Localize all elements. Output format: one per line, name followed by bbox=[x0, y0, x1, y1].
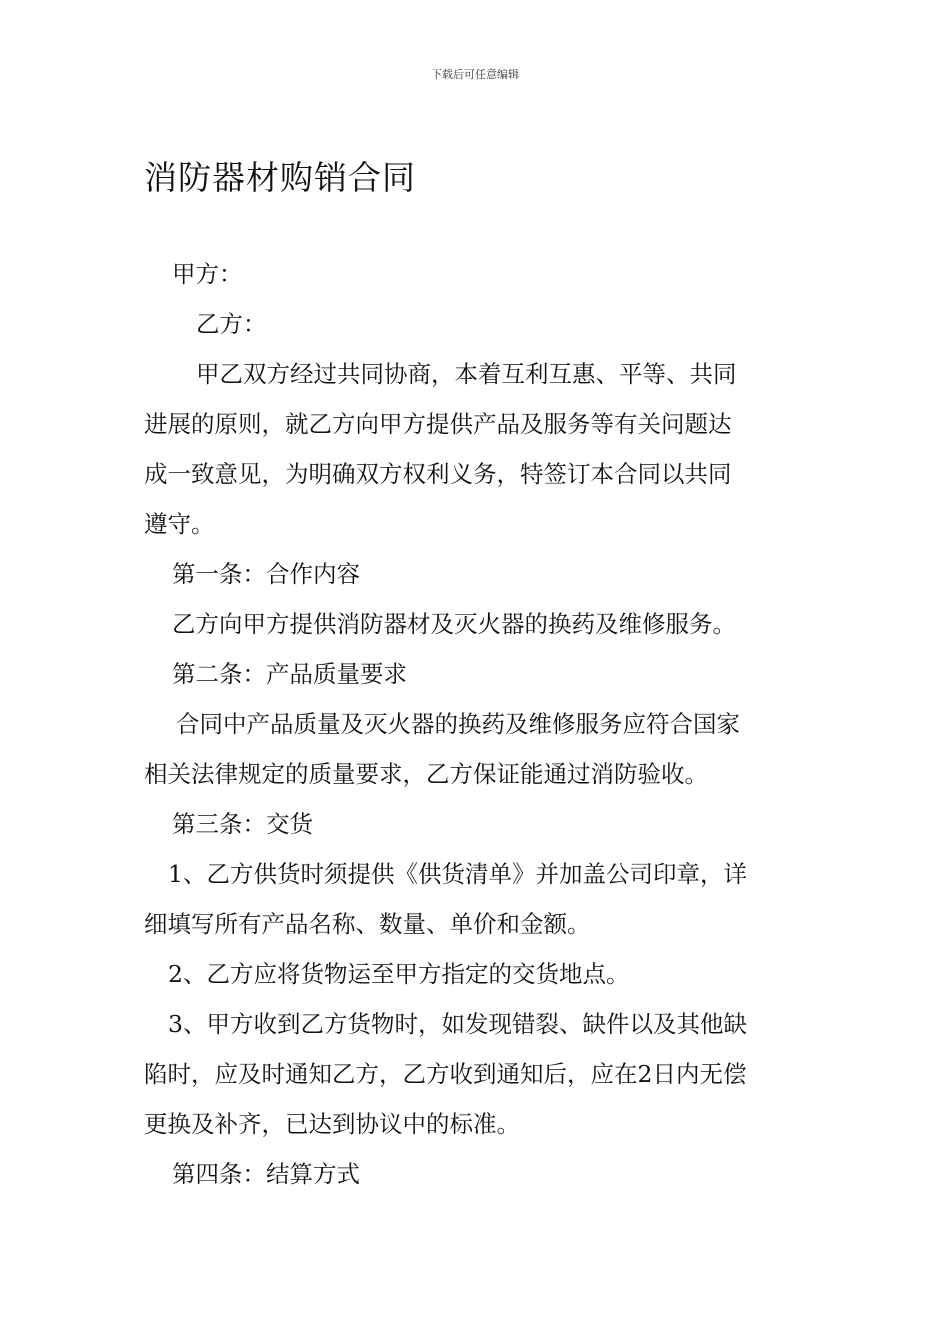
header-note: 下载后可任意编辑 bbox=[431, 68, 519, 81]
article-2-text-1: 合同中产品质量及灭火器的换药及维修服务应符合国家 bbox=[176, 710, 740, 738]
article-3-item-1-line-1: 1、乙方供货时须提供《供货清单》并加盖公司印章，详 bbox=[168, 860, 747, 888]
intro-line-3: 成一致意见，为明确双方权利义务，特签订本合同以共同 bbox=[144, 460, 732, 488]
article-3-item-3-line-1: 3、甲方收到乙方货物时，如发现错裂、缺件以及其他缺 bbox=[168, 1010, 747, 1038]
intro-line-4: 遵守。 bbox=[144, 510, 215, 538]
party-a-line: 甲方： bbox=[172, 260, 243, 288]
article-2-text-2: 相关法律规定的质量要求，乙方保证能通过消防验收。 bbox=[144, 760, 708, 788]
article-4-heading: 第四条：结算方式 bbox=[172, 1160, 360, 1188]
intro-line-2: 进展的原则，就乙方向甲方提供产品及服务等有关问题达 bbox=[144, 410, 732, 438]
article-3-item-3-line-3: 更换及补齐，已达到协议中的标准。 bbox=[144, 1110, 520, 1138]
document-title: 消防器材购销合同 bbox=[144, 158, 416, 197]
intro-line-1: 甲乙双方经过共同协商，本着互利互惠、平等、共同 bbox=[196, 360, 737, 388]
article-3-item-2: 2、乙方应将货物运至甲方指定的交货地点。 bbox=[168, 960, 630, 988]
article-2-heading: 第二条：产品质量要求 bbox=[172, 660, 407, 688]
article-3-item-1-line-2: 细填写所有产品名称、数量、单价和金额。 bbox=[144, 910, 591, 938]
article-3-item-3-line-2: 陷时，应及时通知乙方，乙方收到通知后，应在2日内无偿 bbox=[144, 1060, 747, 1088]
article-1-text: 乙方向甲方提供消防器材及灭火器的换药及维修服务。 bbox=[172, 610, 736, 638]
article-1-heading: 第一条：合作内容 bbox=[172, 560, 360, 588]
article-3-heading: 第三条：交货 bbox=[172, 810, 313, 838]
party-b-line: 乙方： bbox=[196, 310, 267, 338]
contract-body bbox=[144, 249, 809, 1199]
